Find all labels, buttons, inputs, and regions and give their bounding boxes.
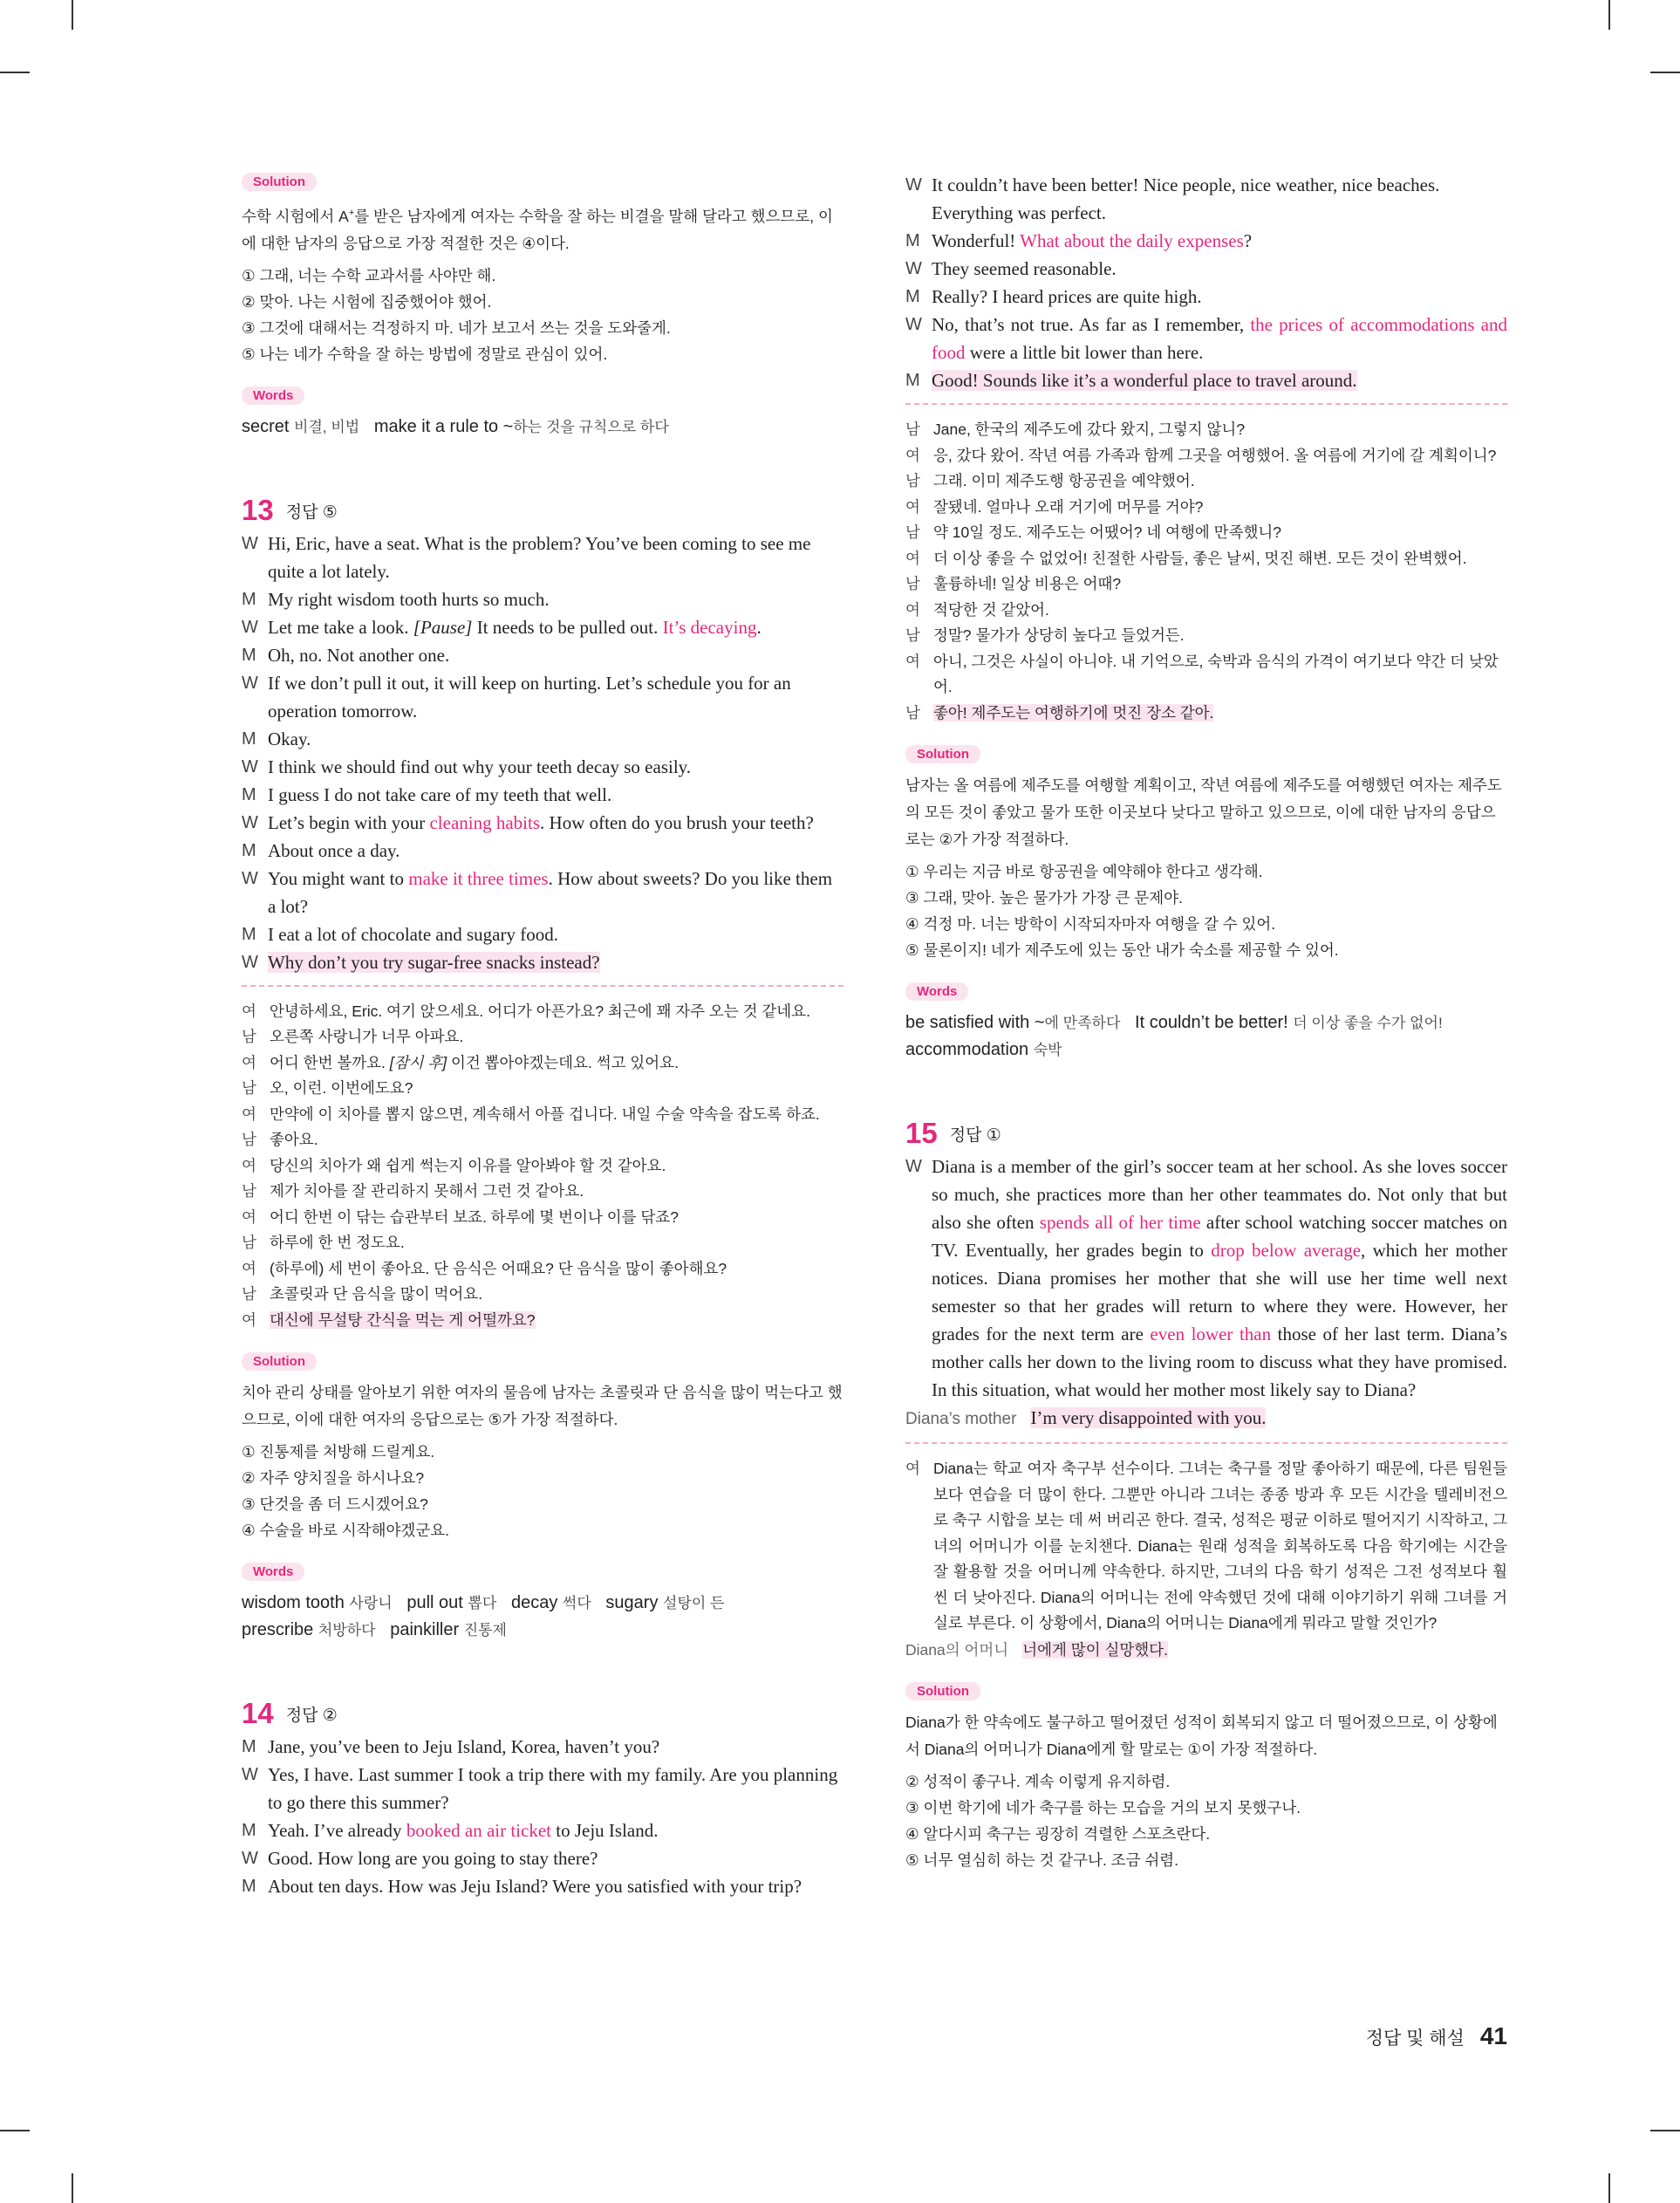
translation-line: 여 만약에 이 치아를 뽑지 않으면, 계속해서 아플 겁니다. 내일 수술 약속을 잡도록 하죠.	[242, 1105, 820, 1123]
solution-label: Solution	[242, 1352, 317, 1371]
solution-label: Solution	[905, 1682, 980, 1700]
answer-highlight: 대신에 무설탕 간식을 먹는 게 어떨까요?	[270, 1310, 536, 1329]
words-label: Words	[242, 387, 304, 405]
dialogue-line: W Good. How long are you going to stay there?	[242, 1848, 598, 1870]
translation-line: 여 잘됐네. 얼마나 오래 거기에 머무를 거야?	[905, 497, 1204, 516]
option: ④ 걱정 마. 너는 방학이 시작되자마자 여행을 갈 수 있어.	[905, 915, 1276, 933]
dialogue-line: W Yes, I have. Last summer I took a trip there with my family. Are you planning to go there this summer?	[242, 1764, 838, 1814]
dialogue-line: M About once a day.	[242, 839, 400, 861]
option: ⑤ 나는 네가 수학을 잘 하는 방법에 정말로 관심이 있어.	[242, 345, 608, 363]
answer-highlight: 너에게 많이 실망했다.	[1022, 1640, 1168, 1659]
translation-line: 남 초콜릿과 단 음식을 많이 먹어요.	[242, 1285, 483, 1303]
translation-line: 남 훌륭하네! 일상 비용은 어때?	[905, 575, 1122, 592]
translation-line: 남 그래. 이미 제주도행 항공권을 예약했어.	[905, 472, 1195, 489]
dialogue-line: M Okay.	[242, 728, 311, 749]
key-phrase: even lower than	[1150, 1324, 1272, 1344]
translation-line: 여 아니, 그것은 사실이 아니야. 내 기억으로, 숙박과 음식의 가격이 여기보다 약간 더 낮았어.	[905, 652, 1499, 695]
dialogue	[242, 530, 843, 976]
final-line-korean: Diana의 어머니 너에게 많이 실망했다.	[905, 1640, 1168, 1659]
crop-mark	[0, 2130, 30, 2131]
answer-label: 정답 ⑤	[285, 503, 338, 522]
key-phrase: cleaning habits	[429, 811, 541, 833]
question-number: 13	[242, 493, 274, 526]
crop-mark	[72, 2173, 73, 2203]
answer-highlight: Good! Sounds like it’s a wonderful place to travel around.	[932, 370, 1357, 391]
words-label: Words	[242, 1563, 304, 1581]
words-list: wisdom tooth 사랑니 pull out 뽑다 decay 썩다 sugary 설탕이 든 prescribe 처방하다 painkiller 진통제	[242, 1593, 725, 1640]
translation-line: 여 어디 한번 이 닦는 습관부터 보죠. 하루에 몇 번이나 이를 닦죠?	[242, 1208, 679, 1226]
dashed-divider	[905, 1442, 1507, 1444]
option: ⑤ 물론이지! 네가 제주도에 있는 동안 내가 숙소를 제공할 수 있어.	[905, 941, 1339, 959]
dialogue-line: W Let me take a look. [Pause] It needs to be pulled out. It’s decaying.	[242, 616, 761, 638]
option: ③ 그래, 맞아. 높은 물가가 가장 큰 문제야.	[905, 889, 1183, 907]
words-label: Words	[905, 982, 968, 1001]
words-list: secret 비결, 비법 make it a rule to ~하는 것을 규칙으로 하다	[242, 416, 669, 436]
solution-label: Solution	[905, 745, 980, 763]
dialogue-line: M My right wisdom tooth hurts so much.	[242, 588, 550, 610]
translation-line: 남 좋아! 제주도는 여행하기에 멋진 장소 같아.	[905, 703, 1214, 722]
translation-line: 남 하루에 한 번 정도요.	[242, 1234, 405, 1252]
translation-line: 남 Jane, 한국의 제주도에 갔다 왔지, 그렇지 않니?	[905, 421, 1246, 438]
translation-line: 여 더 이상 좋을 수 없었어! 친절한 사람들, 좋은 날씨, 멋진 해변. 모든 것이 완벽했어.	[905, 549, 1467, 567]
crop-mark	[1608, 2173, 1610, 2203]
option: ③ 단것을 좀 더 드시겠어요?	[242, 1495, 428, 1514]
option: ④ 수술을 바로 시작해야겠군요.	[242, 1522, 449, 1540]
dialogue-line: M Good! Sounds like it’s a wonderful place to travel around.	[905, 370, 1357, 391]
crop-mark	[1650, 72, 1680, 73]
option: ② 성적이 좋구나. 계속 이렇게 유지하렴.	[905, 1772, 1171, 1790]
dialogue-line: M I eat a lot of chocolate and sugary food.	[242, 923, 558, 945]
option: ② 자주 양치질을 하시나요?	[242, 1469, 425, 1488]
answer-highlight: 좋아! 제주도는 여행하기에 멋진 장소 같아.	[933, 703, 1214, 722]
translation	[242, 999, 843, 1334]
question-header	[242, 1691, 843, 1731]
answer-highlight: I’m very disappointed with you.	[1030, 1407, 1267, 1428]
page-number: 41	[1479, 2022, 1507, 2049]
dialogue	[242, 1733, 843, 1900]
translation-line: 남 정말? 물가가 상당히 높다고 들었거든.	[905, 626, 1185, 644]
crop-mark	[72, 0, 73, 30]
solution-text: Diana가 한 약속에도 불구하고 떨어졌던 성적이 회복되지 않고 더 떨어졌으므로, 이 상황에서 Diana의 어머니가 Diana에게 할 말로는 ①이 가장 적절하다.	[905, 1713, 1498, 1758]
dialogue-line: M Jane, you’ve been to Jeju Island, Korea, haven’t you?	[242, 1736, 660, 1758]
dialogue-line: M About ten days. How was Jeju Island? Were you satisfied with your trip?	[242, 1876, 802, 1898]
dashed-divider	[905, 403, 1507, 405]
translation-line: 여 안녕하세요, Eric. 여기 앉으세요. 어디가 아픈가요? 최근에 꽤 자주 오는 것 같네요.	[242, 1002, 810, 1020]
option: ④ 알다시피 축구는 굉장히 격렬한 스포츠란다.	[905, 1824, 1211, 1843]
solution-text: 수학 시험에서 A+를 받은 남자에게 여자는 수학을 잘 하는 비결을 말해 달라고 했으므로, 이에 대한 남자의 응답으로 가장 적절한 것은 ④이다.	[242, 207, 833, 252]
dialogue-line: W I think we should find out why your teeth decay so easily.	[242, 756, 692, 777]
translation-line: 여 (하루에) 세 번이 좋아요. 단 음식은 어때요? 단 음식을 많이 좋아해요?	[242, 1259, 727, 1277]
dialogue-line: W Let’s begin with your cleaning habits. How often do you brush your teeth?	[242, 811, 814, 833]
solution-text: 남자는 올 여름에 제주도를 여행할 계획이고, 작년 여름에 제주도를 여행했던 여자는 제주도의 모든 것이 좋았고 물가 또한 이곳보다 낮다고 말하고 있으므로, 이에 대한 남자의 응답으로는 ②가 가장 적절하다.	[905, 777, 1502, 848]
translation-line: 여 적당한 것 같았어.	[905, 600, 1049, 619]
key-phrase: What about the daily expenses	[1020, 230, 1244, 251]
dialogue-line: W It couldn’t have been better! Nice people, nice weather, nice beaches. Everything was perfect.	[905, 174, 1440, 223]
translation-line: 남 좋아요.	[242, 1131, 318, 1149]
key-phrase: drop below average	[1211, 1240, 1362, 1261]
dialogue-line: W You might want to make it three times. How about sweets? Do you like them a lot?	[242, 867, 833, 917]
key-phrase: booked an air ticket	[406, 1820, 551, 1842]
dialogue-line: W If we don’t pull it out, it will keep on hurting. Let’s schedule you for an operation tomorrow.	[242, 672, 791, 722]
option: ⑤ 너무 열심히 하는 것 같구나. 조금 쉬렴.	[905, 1851, 1179, 1869]
dialogue-line: W Why don’t you try sugar-free snacks instead?	[242, 951, 600, 973]
footer-label: 정답 및 해설	[1365, 2029, 1465, 2049]
left-column	[242, 166, 843, 1900]
answer-label: 정답 ②	[285, 1707, 338, 1726]
translation-line: 여 대신에 무설탕 간식을 먹는 게 어떨까요?	[242, 1310, 536, 1329]
solution-label: Solution	[242, 173, 317, 191]
translation-line: 남 오른쪽 사랑니가 너무 아파요.	[242, 1028, 464, 1046]
dialogue	[905, 171, 1507, 394]
option: ③ 이번 학기에 네가 축구를 하는 모습을 거의 보지 못했구나.	[905, 1798, 1301, 1816]
translation-line: 여 어디 한번 볼까요. [잠시 후] 이건 뽑아야겠는데요. 썩고 있어요.	[242, 1053, 679, 1071]
question-header	[905, 1111, 1507, 1151]
translation-line: 여 응, 갔다 왔어. 작년 여름 가족과 함께 그곳을 여행했어. 올 여름에 거기에 갈 계획이니?	[905, 446, 1497, 464]
right-column	[905, 171, 1507, 1873]
key-phrase: spends all of her time	[1039, 1212, 1201, 1233]
final-line: Diana’s mother I’m very disappointed with you.	[905, 1407, 1267, 1428]
option: ① 그래, 너는 수학 교과서를 사야만 해.	[242, 266, 496, 284]
crop-mark	[1650, 2130, 1680, 2131]
option: ③ 그것에 대해서는 걱정하지 마. 네가 보고서 쓰는 것을 도와줄게.	[242, 318, 671, 337]
translation-line: 남 오, 이런. 이번에도요?	[242, 1079, 413, 1098]
answer-highlight: Why don’t you try sugar-free snacks instead?	[268, 951, 600, 973]
key-phrase: It’s decaying	[662, 616, 757, 638]
solution-text: 치아 관리 상태를 알아보기 위한 여자의 물음에 남자는 초콜릿과 단 음식을 많이 먹는다고 했으므로, 이에 대한 여자의 응답으로는 ⑤가 가장 적절하다.	[242, 1384, 843, 1429]
question-number: 14	[242, 1697, 274, 1730]
crop-mark	[1608, 0, 1610, 30]
dashed-divider	[242, 985, 843, 987]
question-header	[242, 488, 843, 528]
option: ① 우리는 지금 바로 항공권을 예약해야 한다고 생각해.	[905, 863, 1263, 880]
translation	[905, 417, 1507, 726]
dialogue-line: W No, that’s not true. As far as I remember, the prices of accommodations and food were a little bit lower than here.	[905, 314, 1507, 363]
dialogue-line: M Oh, no. Not another one.	[242, 644, 450, 666]
translation-line: 남 약 10일 정도. 제주도는 어땠어? 네 여행에 만족했니?	[905, 523, 1282, 541]
option: ② 맞아. 나는 시험에 집중했어야 했어.	[242, 292, 492, 311]
answer-label: 정답 ①	[949, 1126, 1001, 1145]
narration: W Diana is a member of the girl’s soccer team at her school. As she loves soccer so much, she practices more than her other teammates do. Not only that but also she often spends all of her time after school watching soccer matches on TV. Eventually, her grades begin to drop below average, which her mother notices. Diana promises her mother that she will use her time well next semester so that her grades will return to where they were. However, her grades for the next term are even lower than those of her last term. Diana’s mother calls her down to the living room to discuss what they have promised. In this situation, what would her mother most likely say to Diana?	[905, 1156, 1507, 1400]
dialogue-line: W Hi, Eric, have a seat. What is the problem? You’ve been coming to see me quite a lot lately.	[242, 532, 811, 582]
key-phrase: the prices of accommodations and food	[932, 314, 1507, 363]
dialogue-line: W They seemed reasonable.	[905, 258, 1117, 279]
dialogue-line: M Really? I heard prices are quite high.	[905, 286, 1202, 307]
key-phrase: make it three times	[408, 867, 549, 889]
dialogue-line: M Yeah. I’ve already booked an air ticket to Jeju Island.	[242, 1820, 659, 1842]
translation-line: 여 당신의 치아가 왜 쉽게 썩는지 이유를 알아봐야 할 것 같아요.	[242, 1156, 666, 1174]
words-list: be satisfied with ~에 만족하다 It couldn’t be better! 더 이상 좋을 수가 없어! accommodation 숙박	[905, 1013, 1443, 1059]
dialogue-line: M Wonderful! What about the daily expenses?	[905, 230, 1253, 251]
option: ① 진통제를 처방해 드릴게요.	[242, 1443, 435, 1461]
crop-mark	[0, 72, 30, 73]
page-footer	[1366, 2022, 1507, 2050]
translation-paragraph: 여 Diana는 학교 여자 축구부 선수이다. 그녀는 축구를 정말 좋아하기 때문에, 다른 팀원들보다 연습을 더 많이 한다. 그뿐만 아니라 그녀는 종종 방과 후 모든 시간을 텔레비전으로 축구 시합을 보는 데 써 버리곤 한다. 결국, 성적은 평균 이하로 떨어지기 시작하고, 그녀의 어머니가 이를 눈치챈다. Diana는 원래 성적을 회복하도록 다음 학기에는 시간을 잘 활용할 것을 어머니께 약속한다. 하지만, 그녀의 다음 학기 성적은 그전 성적보다 훨씬 더 낮아진다. Diana의 어머니는 전에 약속했던 것에 대해 이야기하기 위해 그녀를 거실로 부른다. 이 상황에서, Diana의 어머니는 Diana에게 뭐라고 말할 것인가?	[905, 1460, 1507, 1632]
translation-line: 남 제가 치아를 잘 관리하지 못해서 그런 것 같아요.	[242, 1182, 584, 1201]
dialogue-line: M I guess I do not take care of my teeth that well.	[242, 783, 612, 805]
question-number: 15	[905, 1117, 938, 1149]
